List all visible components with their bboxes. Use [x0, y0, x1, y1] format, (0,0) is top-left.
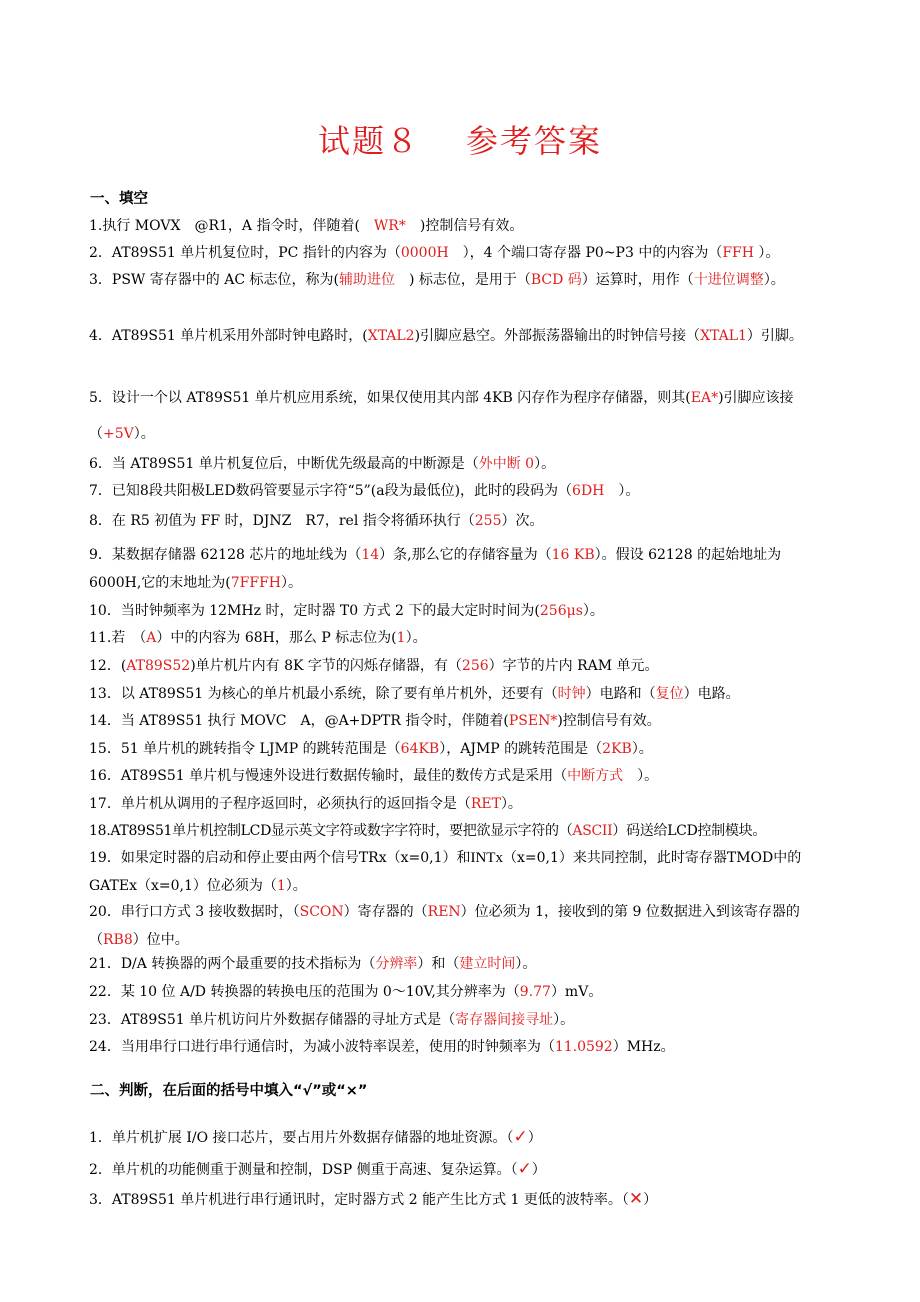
question-18: 18.AT89S51单片机控制LCD显示英文字符或数字字符时，要把欲显示字符的（ASCII）码送给LCD控制模块。 — [89, 823, 767, 839]
check-mark-icon: ✓ — [513, 1127, 528, 1147]
judgement-1: 1．单片机扩展 I/O 接口芯片，要占用片外数据存储器的地址资源。（✓） — [89, 1127, 542, 1147]
question-9: 9．某数据存储器 62128 芯片的地址线为（14）条,那么它的存储容量为（16 KB）。假设 62128 的起始地址为 6000H,它的末地址为(7FFFH）。 — [89, 547, 782, 591]
question-10: 10．当时钟频率为 12MHz 时，定时器 T0 方式 2 下的最大定时时间为(256μs）。 — [89, 603, 604, 619]
question-4: 4．AT89S51 单片机采用外部时钟电路时，(XTAL2)引脚应悬空。外部振荡器输出的时钟信号接（XTAL1）引脚。 — [89, 328, 803, 344]
page-title: 试题８ 参考答案 — [317, 122, 603, 160]
section-heading-fill-blank: 一、填空 — [90, 191, 148, 207]
question-21: 21．D/A 转换器的两个最重要的技术指标为（分辨率）和（建立时间）。 — [89, 956, 537, 972]
question-8: 8．在 R5 初值为 FF 时，DJNZ R7，rel 指令将循环执行（255）次。 — [89, 513, 544, 529]
question-15: 15．51 单片机的跳转指令 LJMP 的跳转范围是（64KB），AJMP 的跳转范围是（2KB）。 — [89, 741, 653, 757]
question-13: 13．以 AT89S51 为核心的单片机最小系统，除了要有单片机外，还要有（时钟）电路和（复位）电路。 — [89, 686, 740, 702]
check-mark-icon: ✓ — [517, 1159, 532, 1179]
question-22: 22．某 10 位 A/D 转换器的转换电压的范围为 0～10V,其分辨率为（9.77）mV。 — [89, 984, 603, 1000]
question-23: 23．AT89S51 单片机访问片外数据存储器的寻址方式是（寄存器间接寻址）。 — [89, 1012, 575, 1028]
question-7: 7．已知8段共阳极LED数码管要显示字符“5”(a段为最低位)，此时的段码为（6DH ）。 — [89, 483, 640, 499]
question-14: 14．当 AT89S51 执行 MOVC A，@A+DPTR 指令时，伴随着(PSEN*)控制信号有效。 — [89, 713, 661, 729]
judgement-2: 2．单片机的功能侧重于测量和控制，DSP 侧重于高速、复杂运算。（✓） — [89, 1159, 546, 1179]
question-16: 16．AT89S51 单片机与慢速外设进行数据传输时，最佳的数传方式是采用（中断方式 ）。 — [89, 768, 659, 784]
question-12: 12．(AT89S52)单片机片内有 8K 字节的闪烁存储器，有（256）字节的片内 RAM 单元。 — [89, 658, 659, 674]
cross-mark-icon: ✕ — [628, 1189, 644, 1209]
question-6: 6．当 AT89S51 单片机复位后，中断优先级最高的中断源是（外中断 0）。 — [89, 456, 556, 472]
question-11: 11.若 （A）中的内容为 68H，那么 P 标志位为(1）。 — [89, 630, 427, 646]
question-2: 2．AT89S51 单片机复位时，PC 指针的内容为（0000H ），4 个端口寄存器 P0~P3 中的内容为（FFH ）。 — [89, 245, 780, 261]
question-5: 5．设计一个以 AT89S51 单片机应用系统，如果仅使用其内部 4KB 闪存作为程序存储器，则其(EA*)引脚应该接（+5V）。 — [89, 390, 794, 442]
question-24: 24．当用串行口进行串行通信时，为减小波特率误差，使用的时钟频率为（11.0592）MHz。 — [89, 1039, 675, 1055]
question-20: 20．串行口方式 3 接收数据时，（SCON）寄存器的（REN）位必须为 1，接收到的第 9 位数据进入到该寄存器的（RB8）位中。 — [89, 904, 800, 948]
question-17: 17．单片机从调用的子程序返回时，必须执行的返回指令是（RET）。 — [89, 796, 522, 812]
section-heading-true-false: 二、判断，在后面的括号中填入“√”或“×” — [90, 1083, 368, 1099]
question-19: 19．如果定时器的启动和停止要由两个信号TRx（x=0,1）和INTx（x=0,1）来共同控制，此时寄存器TMOD中的GATEx（x=0,1）位必须为（1）。 — [89, 850, 802, 894]
question-3: 3．PSW 寄存器中的 AC 标志位，称为(辅助进位 ) 标志位，是用于（BCD 码）运算时，用作（十进位调整）。 — [89, 272, 785, 288]
question-1: 1.执行 MOVX @R1，A 指令时，伴随着( WR* )控制信号有效。 — [89, 218, 524, 234]
judgement-3: 3．AT89S51 单片机进行串行通讯时，定时器方式 2 能产生比方式 1 更低的波特率。（✕） — [89, 1189, 658, 1209]
